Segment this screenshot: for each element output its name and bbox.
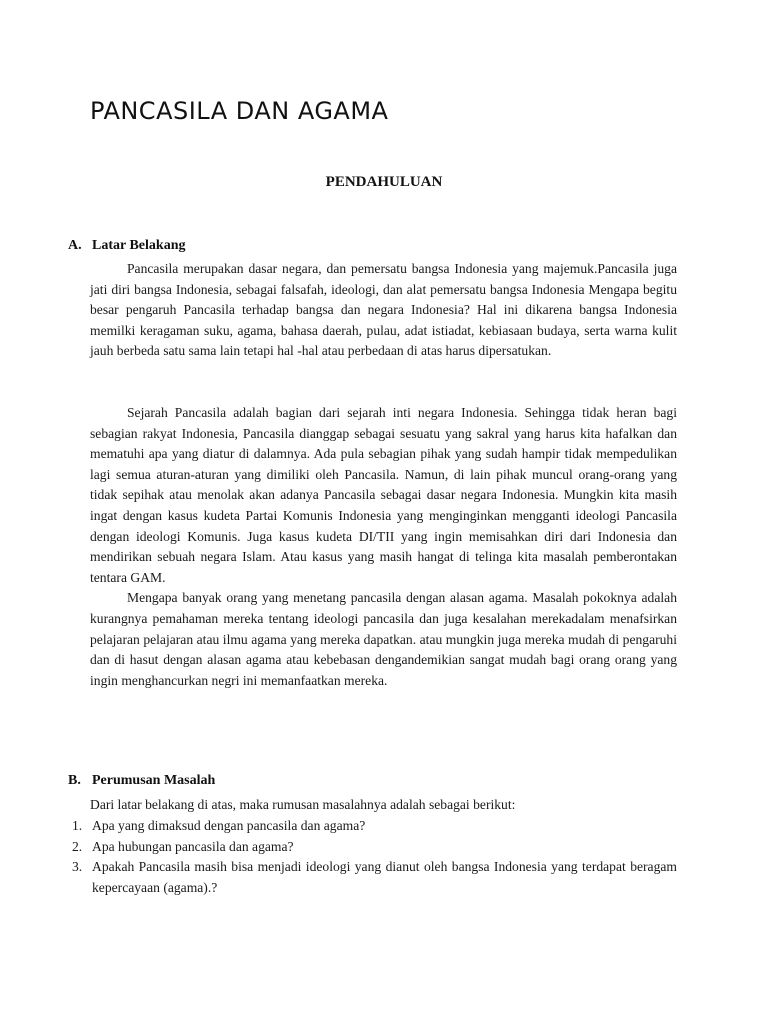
heading-text: Perumusan Masalah	[92, 773, 216, 788]
heading-text: Latar Belakang	[92, 238, 186, 253]
document-title: PANCASILA DAN AGAMA	[90, 97, 389, 125]
paragraph: Mengapa banyak orang yang menetang pancasila dengan alasan agama. Masalah pokoknya adalah kurangnya pemahaman mereka tentang ideologi pancasila dan juga kesalahan merekadalam menafsirkan pelajaran pelajaran atau ilmu agama yang mereka dapatkan. atau mungkin juga mereka mudah di pengaruhi dan di hasut dengan alasan agama atau kebebasan dengandemikian sangat mudah bagi orang orang yang ingin menghancurkan negri ini memanfaatkan mereka.	[90, 590, 677, 688]
latar-belakang-body	[90, 259, 677, 362]
paragraph: Sejarah Pancasila adalah bagian dari sejarah inti negara Indonesia. Sehingga tidak heran bagi sebagian rakyat Indonesia, Pancasila dianggap sebagai sesuatu yang sakral yang harus kita hafalkan dan mematuhi apa yang diatur di dalamnya. Ada pula sebagian pihak yang sudah hampir tidak mempedulikan lagi semua aturan-aturan yang dimiliki oleh Pancasila. Namun, di lain pihak muncul orang-orang yang tidak sepihak atau menolak akan adanya Pancasila sebagai dasar negara Indonesia. Mungkin kita masih ingat dengan kasus kudeta Partai Komunis Indonesia yang menginginkan mengganti ideologi Pancasila dengan ideologi Komunis. Juga kasus kudeta DI/TII yang ingin memisahkan diri dari Indonesia dan mendirikan sebuah negara Islam. Atau kasus yang masih hangat di telinga kita masalah pemberontakan tentara GAM.	[90, 405, 677, 585]
heading-marker: B.	[68, 773, 81, 788]
list-text: Apa hubungan pancasila dan agama?	[92, 838, 294, 854]
list-text: Apakah Pancasila masih bisa menjadi ideologi yang dianut oleh bangsa Indonesia yang terdapat beragam kepercayaan (agama).?	[92, 859, 677, 895]
list-item	[72, 816, 677, 837]
heading-marker: A.	[68, 238, 82, 253]
sejarah-body	[90, 403, 677, 691]
problem-list	[72, 816, 677, 898]
list-number: 1.	[72, 818, 83, 833]
paragraph: Dari latar belakang di atas, maka rumusan masalahnya adalah sebagai berikut:	[90, 797, 516, 812]
heading-latar-belakang	[68, 238, 185, 254]
list-item	[72, 857, 677, 898]
list-text: Apa yang dimaksud dengan pancasila dan agama?	[92, 818, 366, 833]
perumusan-intro	[90, 795, 677, 816]
paragraph: Pancasila merupakan dasar negara, dan pemersatu bangsa Indonesia yang majemuk.Pancasila juga jati diri bangsa Indonesia, sebagai falsafah, ideologi, dan alat pemersatu bangsa Indonesia Mengapa begitu besar pengaruh Pancasila terhadap bangsa dan negara Indonesia? Hal ini dikarena bangsa Indonesia memilki keragaman suku, agama, bahasa daerah, pulau, adat istiadat, kebiasaan budaya, serta warna kulit jauh berbeda satu sama lain tetapi hal -hal atau perbedaan di atas harus dipersatukan.	[90, 261, 677, 359]
list-item	[72, 837, 677, 858]
section-title: PENDAHULUAN	[325, 174, 443, 190]
list-number: 3.	[72, 859, 83, 875]
heading-perumusan-masalah	[68, 773, 215, 789]
list-number: 2.	[72, 838, 83, 854]
